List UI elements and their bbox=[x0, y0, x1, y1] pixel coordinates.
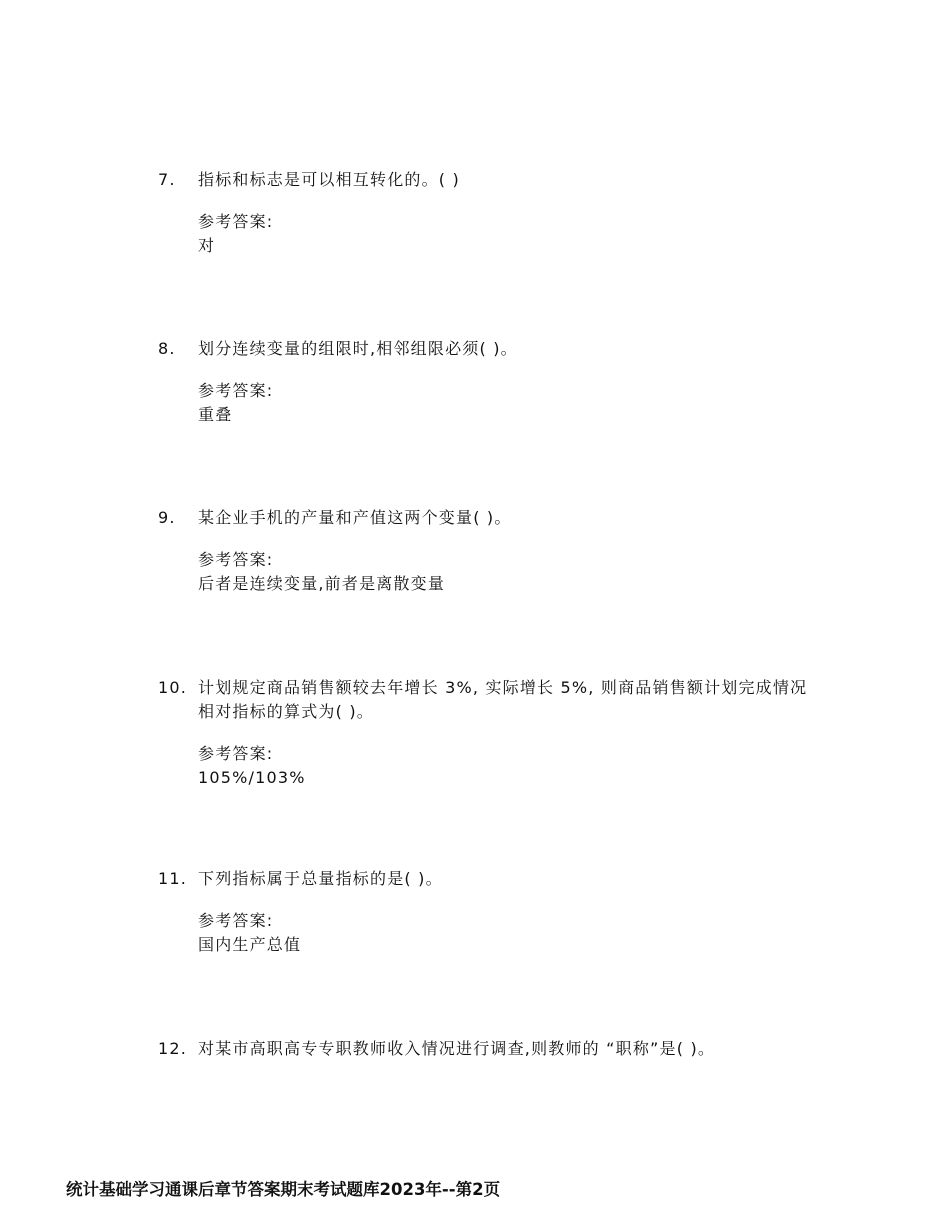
answer-block bbox=[198, 548, 818, 596]
question-number: 12. bbox=[158, 1039, 188, 1058]
answer-label: 参考答案: bbox=[198, 381, 274, 400]
question-number: 7. bbox=[158, 170, 176, 189]
question-text: 下列指标属于总量指标的是( )。 bbox=[198, 869, 443, 888]
answer-value: 国内生产总值 bbox=[198, 935, 302, 954]
question-text: 对某市高职高专专职教师收入情况进行调查,则教师的 “职称”是( )。 bbox=[198, 1039, 716, 1058]
page-footer: 统计基础学习通课后章节答案期末考试题库2023年--第2页 bbox=[66, 1180, 501, 1199]
answer-label: 参考答案: bbox=[198, 911, 274, 930]
question-number: 11. bbox=[158, 869, 188, 888]
question-text: 划分连续变量的组限时,相邻组限必须( )。 bbox=[198, 339, 518, 358]
question-text: 计划规定商品销售额较去年增长 3%, 实际增长 5%, 则商品销售额计划完成情况相对指标的算式为( )。 bbox=[198, 678, 808, 721]
answer-block bbox=[198, 909, 818, 957]
question-number: 8. bbox=[158, 339, 176, 358]
question-12 bbox=[158, 1037, 818, 1061]
answer-block bbox=[198, 742, 818, 790]
question-number: 9. bbox=[158, 508, 176, 527]
question-9 bbox=[158, 506, 818, 596]
question-10 bbox=[158, 676, 818, 790]
answer-value: 重叠 bbox=[198, 405, 233, 424]
answer-label: 参考答案: bbox=[198, 550, 274, 569]
question-number: 10. bbox=[158, 678, 188, 697]
answer-label: 参考答案: bbox=[198, 212, 274, 231]
answer-value: 对 bbox=[198, 236, 216, 255]
question-11 bbox=[158, 867, 818, 957]
question-8 bbox=[158, 337, 818, 427]
answer-value: 后者是连续变量,前者是离散变量 bbox=[198, 574, 446, 593]
answer-block bbox=[198, 210, 818, 258]
question-text: 指标和标志是可以相互转化的。( ) bbox=[198, 170, 460, 189]
question-7 bbox=[158, 168, 818, 258]
answer-value: 105%/103% bbox=[198, 768, 306, 787]
answer-label: 参考答案: bbox=[198, 744, 274, 763]
answer-block bbox=[198, 379, 818, 427]
question-text: 某企业手机的产量和产值这两个变量( )。 bbox=[198, 508, 512, 527]
